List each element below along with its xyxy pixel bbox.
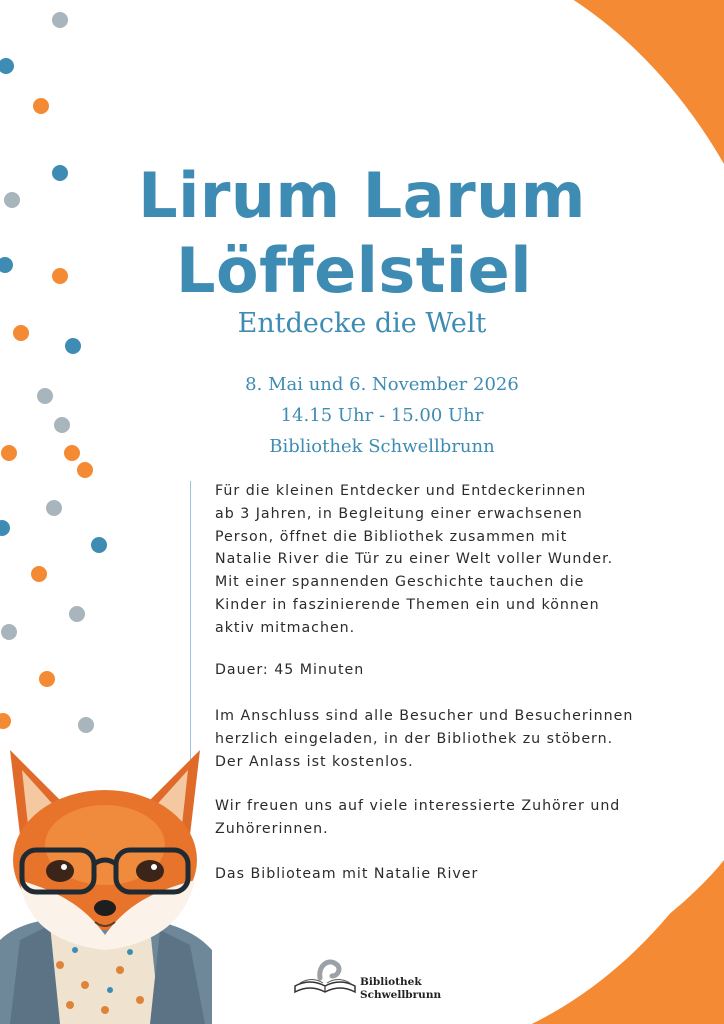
title-line-1: Lirum Larum — [138, 159, 586, 232]
signature — [215, 863, 705, 886]
closing-paragraph — [215, 795, 705, 841]
text-line: ab 3 Jahren, in Begleitung einer erwachsenen — [215, 505, 583, 522]
text-line: Dauer: 45 Minuten — [215, 662, 365, 678]
fox-illustration — [0, 740, 212, 1024]
text-line: Im Anschluss sind alle Besucher und Besucherinnen — [215, 708, 634, 724]
invitation-paragraph — [215, 705, 705, 773]
text-line: herzlich eingeladen, in der Bibliothek zu stöbern. — [215, 730, 614, 747]
event-place: Bibliothek Schwellbrunn — [269, 436, 495, 457]
text-line: Kinder in faszinierende Themen ein und können — [215, 596, 600, 613]
divider-line — [190, 481, 191, 771]
logo-text-line-1: Bibliothek — [360, 976, 422, 988]
library-logo — [290, 952, 440, 1002]
text-line: Wir freuen uns auf viele interessierte Zuhörer und — [215, 798, 621, 814]
text-line: Das Biblioteam mit Natalie River — [215, 866, 479, 882]
text-line: Für die kleinen Entdecker und Entdeckerinnen — [215, 483, 587, 499]
title-line-2: Löffelstiel — [176, 234, 532, 307]
text-line: aktiv mitmachen. — [215, 619, 356, 636]
open-book-icon — [290, 952, 360, 1002]
description-paragraph — [215, 480, 705, 640]
text-line: Mit einer spannenden Geschichte tauchen die — [215, 574, 585, 591]
duration-text — [215, 659, 705, 682]
text-line: Person, öffnet die Bibliothek zusammen mit — [215, 528, 568, 545]
logo-text-line-2: Schwellbrunn — [360, 989, 442, 1001]
text-line: Natalie River die Tür zu einer Welt voller Wunder. — [215, 551, 614, 568]
text-line: Der Anlass ist kostenlos. — [215, 753, 414, 770]
event-date: 8. Mai und 6. November 2026 — [245, 374, 519, 395]
subtitle: Entdecke die Welt — [237, 308, 487, 339]
text-line: Zuhörerinnen. — [215, 820, 329, 837]
event-time: 14.15 Uhr - 15.00 Uhr — [280, 405, 484, 426]
